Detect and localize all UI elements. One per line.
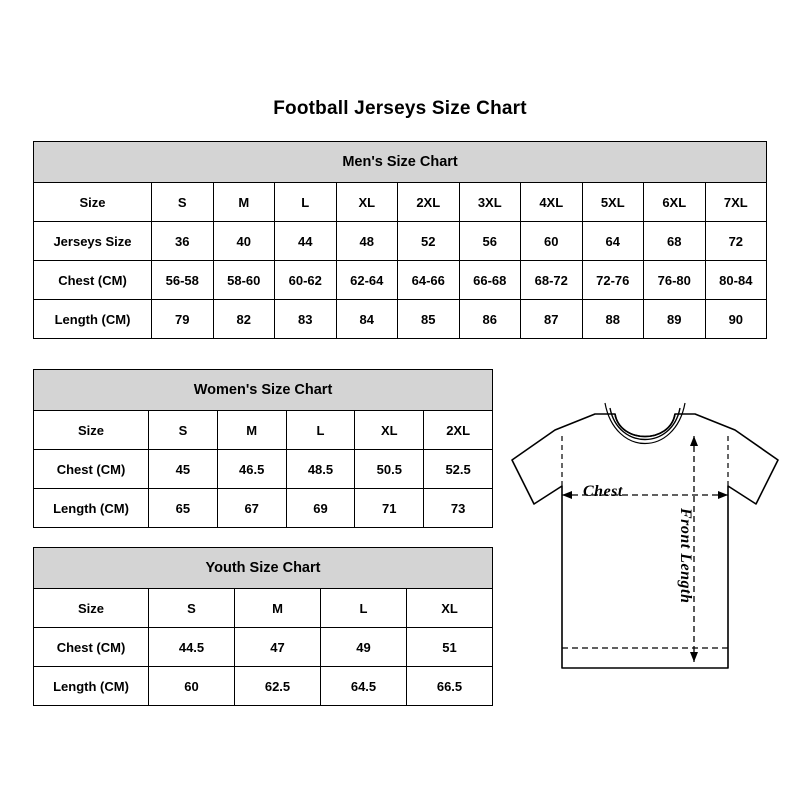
table-row	[34, 411, 493, 450]
table-row	[34, 261, 767, 300]
table-cell: 65	[149, 489, 218, 528]
table-cell: 52.5	[424, 450, 493, 489]
table-cell: 66-68	[459, 261, 521, 300]
table-cell: 86	[459, 300, 521, 339]
table-cell: 80-84	[705, 261, 767, 300]
table-cell: 68	[644, 222, 706, 261]
table-cell: 47	[235, 628, 321, 667]
table-cell: 64-66	[398, 261, 460, 300]
table-cell: 60	[521, 222, 583, 261]
table-cell: 84	[336, 300, 398, 339]
table-cell: M	[217, 411, 286, 450]
table-cell: 62-64	[336, 261, 398, 300]
mens-size-chart-table	[33, 141, 767, 339]
table-cell: 67	[217, 489, 286, 528]
table-cell: 87	[521, 300, 583, 339]
table-cell: 40	[213, 222, 275, 261]
table-cell: L	[275, 183, 337, 222]
row-label: Jerseys Size	[34, 222, 152, 261]
table-cell: 66.5	[407, 667, 493, 706]
womens-section-heading: Women's Size Chart	[34, 370, 493, 411]
row-label: Length (CM)	[34, 489, 149, 528]
page-title: Football Jerseys Size Chart	[273, 98, 527, 119]
table-cell: 5XL	[582, 183, 644, 222]
row-label: Size	[34, 183, 152, 222]
table-cell: 73	[424, 489, 493, 528]
table-cell: 88	[582, 300, 644, 339]
table-cell: 4XL	[521, 183, 583, 222]
table-cell: 90	[705, 300, 767, 339]
table-cell: 69	[286, 489, 355, 528]
table-section-header-row	[34, 370, 493, 411]
table-cell: 2XL	[424, 411, 493, 450]
tshirt-icon	[500, 400, 790, 710]
row-label: Length (CM)	[34, 667, 149, 706]
table-cell: 71	[355, 489, 424, 528]
table-row	[34, 589, 493, 628]
table-row	[34, 450, 493, 489]
table-cell: 58-60	[213, 261, 275, 300]
row-label: Chest (CM)	[34, 450, 149, 489]
row-label: Chest (CM)	[34, 261, 152, 300]
table-row	[34, 667, 493, 706]
table-cell: S	[149, 411, 218, 450]
table-cell: 7XL	[705, 183, 767, 222]
table-cell: 6XL	[644, 183, 706, 222]
chest-measure-label: Chest	[583, 483, 623, 500]
table-section-header-row	[34, 142, 767, 183]
table-row	[34, 183, 767, 222]
table-cell: XL	[407, 589, 493, 628]
row-label: Size	[34, 589, 149, 628]
table-cell: L	[321, 589, 407, 628]
table-row	[34, 300, 767, 339]
youth-size-chart-table	[33, 547, 493, 706]
table-cell: 48	[336, 222, 398, 261]
table-cell: 60-62	[275, 261, 337, 300]
table-cell: 3XL	[459, 183, 521, 222]
table-cell: S	[152, 183, 214, 222]
table-cell: 56	[459, 222, 521, 261]
womens-size-chart-table	[33, 369, 493, 528]
table-row	[34, 628, 493, 667]
table-cell: 49	[321, 628, 407, 667]
table-row	[34, 489, 493, 528]
table-cell: 64	[582, 222, 644, 261]
table-cell: 44	[275, 222, 337, 261]
table-cell: 52	[398, 222, 460, 261]
mens-section-heading: Men's Size Chart	[34, 142, 767, 183]
table-cell: M	[213, 183, 275, 222]
table-cell: 48.5	[286, 450, 355, 489]
table-cell: 83	[275, 300, 337, 339]
table-cell: L	[286, 411, 355, 450]
table-cell: 82	[213, 300, 275, 339]
table-cell: 62.5	[235, 667, 321, 706]
table-cell: 50.5	[355, 450, 424, 489]
table-cell: 46.5	[217, 450, 286, 489]
table-cell: 64.5	[321, 667, 407, 706]
table-cell: 60	[149, 667, 235, 706]
youth-section-heading: Youth Size Chart	[34, 548, 493, 589]
table-cell: S	[149, 589, 235, 628]
tshirt-measurement-diagram	[500, 400, 790, 710]
table-cell: 72-76	[582, 261, 644, 300]
table-cell: 36	[152, 222, 214, 261]
table-cell: 85	[398, 300, 460, 339]
front-length-measure-label: Front Length	[677, 508, 694, 604]
table-cell: 51	[407, 628, 493, 667]
table-cell: 79	[152, 300, 214, 339]
table-cell: 45	[149, 450, 218, 489]
table-cell: 56-58	[152, 261, 214, 300]
table-cell: 68-72	[521, 261, 583, 300]
table-cell: XL	[336, 183, 398, 222]
table-row	[34, 222, 767, 261]
table-cell: 89	[644, 300, 706, 339]
table-cell: 76-80	[644, 261, 706, 300]
table-section-header-row	[34, 548, 493, 589]
table-cell: 2XL	[398, 183, 460, 222]
table-cell: XL	[355, 411, 424, 450]
table-cell: 72	[705, 222, 767, 261]
row-label: Size	[34, 411, 149, 450]
row-label: Chest (CM)	[34, 628, 149, 667]
row-label: Length (CM)	[34, 300, 152, 339]
table-cell: 44.5	[149, 628, 235, 667]
table-cell: M	[235, 589, 321, 628]
